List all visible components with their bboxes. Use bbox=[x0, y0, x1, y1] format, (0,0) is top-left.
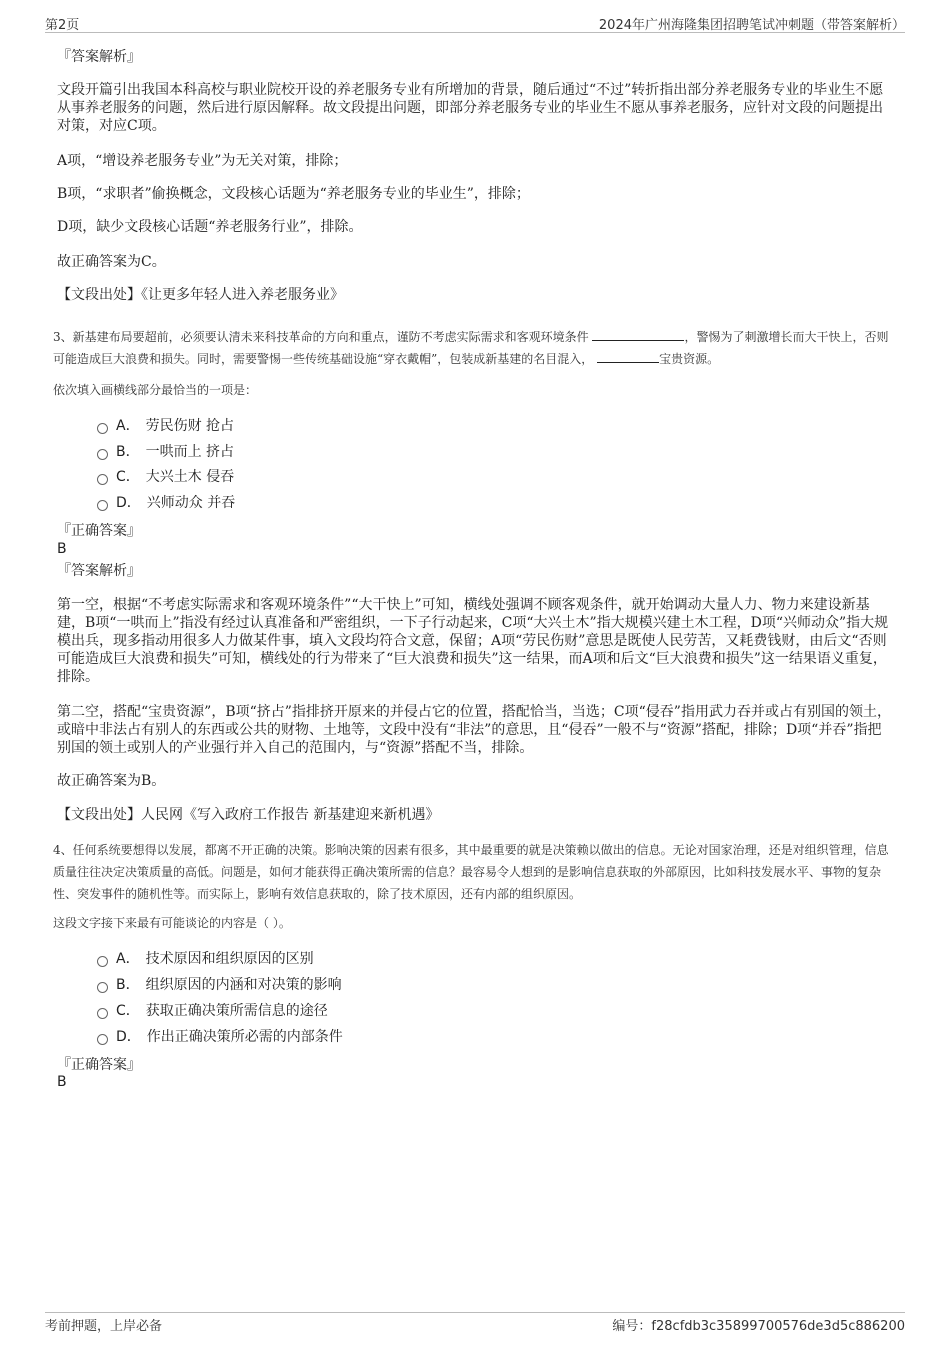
radio-icon[interactable] bbox=[97, 982, 108, 993]
page-footer bbox=[45, 1312, 905, 1337]
analysis-option-b: B项，“求职者”偷换概念，文段核心话题为“养老服务专业的毕业生”，排除； bbox=[57, 186, 530, 202]
page-header bbox=[45, 12, 905, 33]
correct-answer: B bbox=[57, 541, 67, 557]
option-d[interactable]: D． 兴师动众 并吞 bbox=[97, 494, 235, 512]
option-c[interactable]: C． 获取正确决策所需信息的途径 bbox=[97, 1002, 328, 1020]
footer-slogan: 考前押题，上岸必备 bbox=[45, 1319, 163, 1334]
option-b[interactable]: B． 一哄而上 挤占 bbox=[97, 443, 234, 461]
analysis-label: 『答案解析』 bbox=[57, 49, 141, 65]
radio-icon[interactable] bbox=[97, 956, 108, 967]
document-code: 编号：f28cfdb3c35899700576de3d5c886200 bbox=[612, 1319, 905, 1334]
answer-conclusion: 故正确答案为B。 bbox=[57, 773, 166, 789]
option-a[interactable]: A． 劳民伤财 抢占 bbox=[97, 417, 234, 435]
page-number: 第2页 bbox=[45, 18, 80, 33]
answer-conclusion: 故正确答案为C。 bbox=[57, 254, 166, 270]
option-a[interactable]: A． 技术原因和组织原因的区别 bbox=[97, 950, 314, 968]
analysis-paragraph: 文段开篇引出我国本科高校与职业院校开设的养老服务专业有所增加的背景，随后通过“不过”转折指出部分养老服务专业的毕业生不愿从事养老服务的问题，然后进行原因解释。故文段提出问题，即部分养老服务专业的毕业生不愿从事养老服务，应针对文段的问题提出对策，对应C项。 bbox=[57, 82, 884, 134]
question-prompt: 依次填入画横线部分最恰当的一项是： bbox=[53, 383, 258, 397]
fill-blank bbox=[597, 350, 659, 363]
option-c[interactable]: C． 大兴土木 侵吞 bbox=[97, 468, 234, 486]
question-prompt: 这段文字接下来最有可能谈论的内容是（ ）。 bbox=[53, 916, 291, 930]
radio-icon[interactable] bbox=[97, 474, 108, 485]
radio-icon[interactable] bbox=[97, 449, 108, 460]
fill-blank bbox=[592, 328, 684, 341]
radio-icon[interactable] bbox=[97, 500, 108, 511]
option-b[interactable]: B． 组织原因的内涵和对决策的影响 bbox=[97, 976, 342, 994]
question-stem: 3、新基建布局要超前，必须要认清未来科技革命的方向和重点，谨防不考虑实际需求和客观环境条件 ，警惕为了刺激增长而大干快上，否则可能造成巨大浪费和损失。同时，需要警惕一些传统基础设施“穿衣戴帽”，包装成新基建的名目混入， 宝贵资源。 bbox=[53, 330, 889, 366]
analysis-option-a: A项，“增设养老服务专业”为无关对策，排除； bbox=[57, 153, 348, 169]
analysis-label: 『答案解析』 bbox=[57, 563, 141, 579]
passage-source: 【文段出处】人民网《写入政府工作报告 新基建迎来新机遇》 bbox=[57, 807, 440, 823]
analysis-paragraph: 第二空，搭配“宝贵资源”，B项“挤占”指排挤开原来的并侵占它的位置，搭配恰当，当选；C项“侵吞”指用武力吞并或占有别国的领土，或暗中非法占有别人的东西或公共的财物、土地等，文段中没有“非法”的意思，且“侵吞”一般不与“资源”搭配，排除；D项“并吞”指把别国的领土或别人的产业强行并入自己的范围内，与“资源”搭配不当，排除。 bbox=[57, 704, 891, 756]
option-d[interactable]: D． 作出正确决策所必需的内部条件 bbox=[97, 1028, 343, 1046]
radio-icon[interactable] bbox=[97, 1008, 108, 1019]
correct-answer: B bbox=[57, 1074, 67, 1090]
passage-source: 【文段出处】《让更多年轻人进入养老服务业》 bbox=[57, 287, 344, 303]
analysis-option-d: D项，缺少文段核心话题“养老服务行业”，排除。 bbox=[57, 219, 363, 235]
document-title: 2024年广州海隆集团招聘笔试冲刺题（带答案解析） bbox=[598, 18, 905, 33]
correct-answer-label: 『正确答案』 bbox=[57, 523, 141, 539]
radio-icon[interactable] bbox=[97, 423, 108, 434]
analysis-paragraph: 第一空，根据“不考虑实际需求和客观环境条件”“大干快上”可知，横线处强调不顾客观条件，就开始调动大量人力、物力来建设新基建，B项“一哄而上”指没有经过认真准备和严密组织，一下子行动起来，C项“大兴土木”指大规模兴建土木工程，D项“兴师动众”指大规模出兵，现多指动用很多人力做某件事，填入文段均符合文意，保留；A项“劳民伤财”意思是既使人民劳苦，又耗费钱财，由后文“否则可能造成巨大浪费和损失”可知，横线处的行为带来了“巨大浪费和损失”这一结果，而A项和后文“巨大浪费和损失”这一结果语义重复，排除。 bbox=[57, 597, 889, 685]
question-stem: 4、任何系统要想得以发展，都离不开正确的决策。影响决策的因素有很多，其中最重要的就是决策赖以做出的信息。无论对国家治理，还是对组织管理，信息质量往往决定决策质量的高低。问题是，如何才能获得正确决策所需的信息？最容易令人想到的是影响信息获取的外部原因，比如科技发展水平、事物的复杂性、突发事件的随机性等。而实际上，影响有效信息获取的，除了技术原因，还有内部的组织原因。 bbox=[53, 843, 889, 901]
radio-icon[interactable] bbox=[97, 1034, 108, 1045]
correct-answer-label: 『正确答案』 bbox=[57, 1057, 141, 1073]
